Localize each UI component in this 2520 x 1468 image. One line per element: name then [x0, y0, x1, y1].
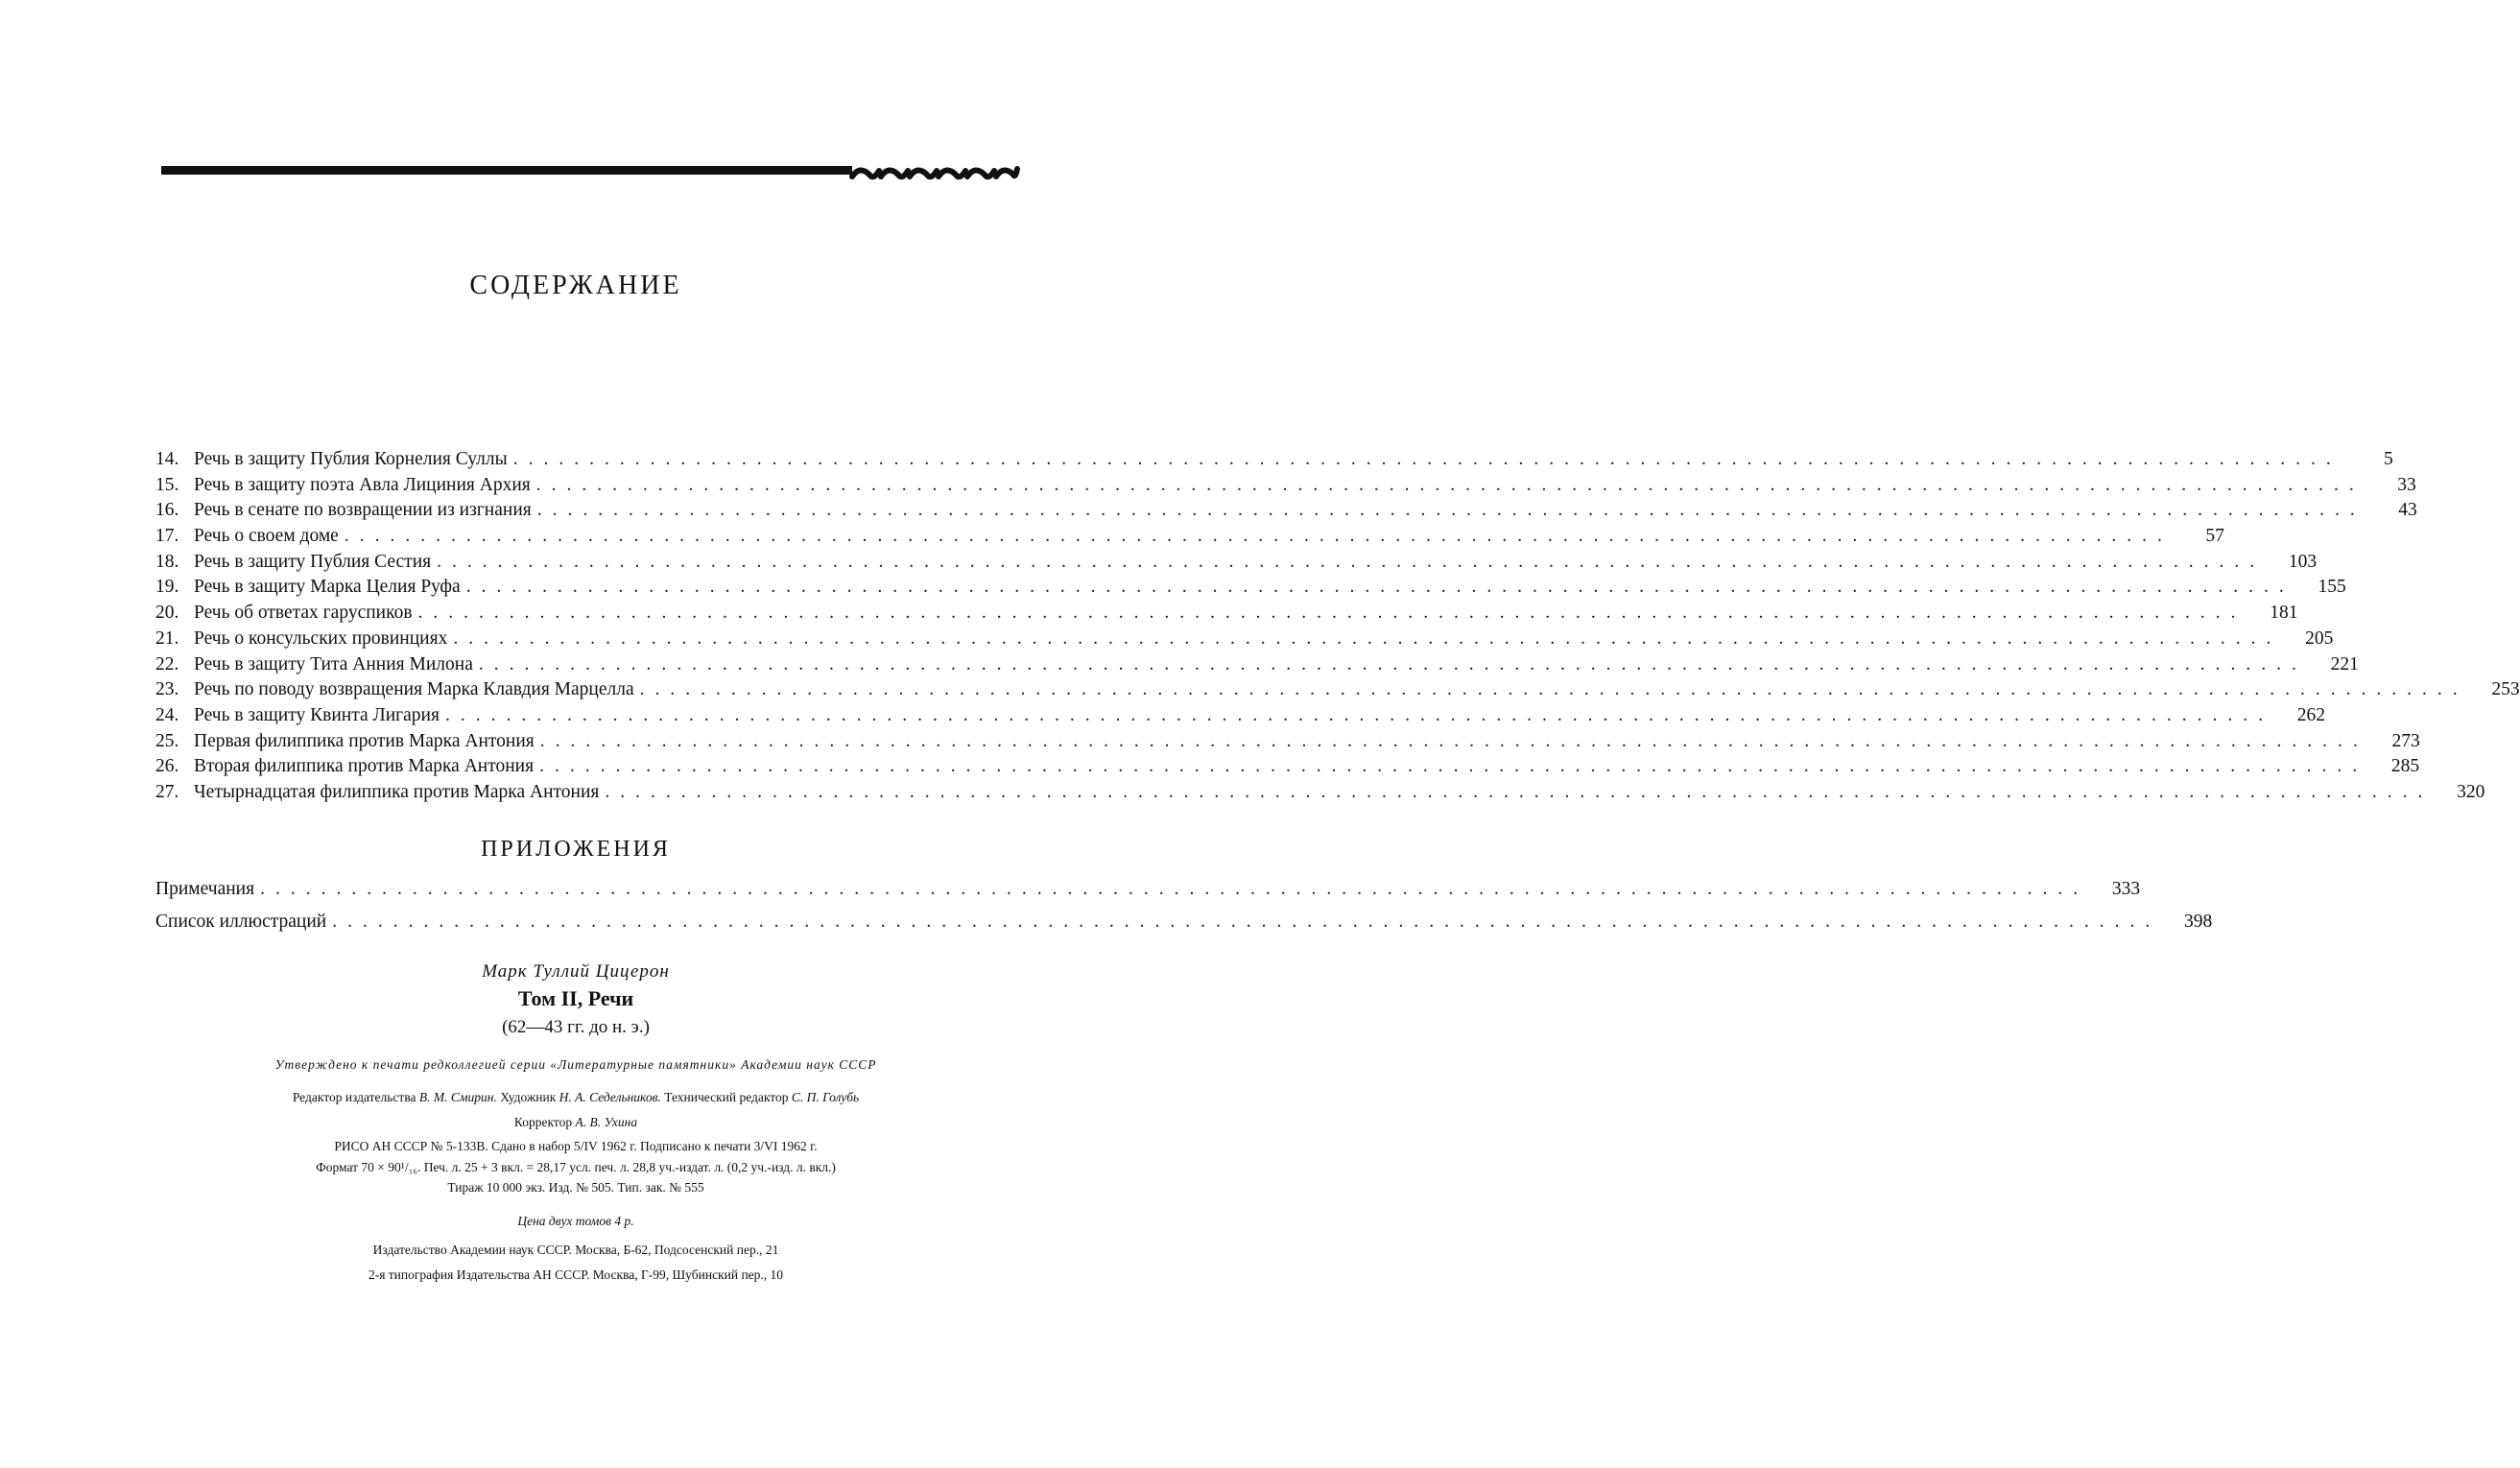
entry-title: Вторая филиппика против Марка Антония: [194, 756, 535, 777]
entry-number: 16.: [155, 500, 179, 521]
entry-page: 273: [2391, 730, 2420, 751]
toc-entry: [155, 627, 2334, 652]
entry-number: 18.: [155, 551, 179, 572]
dot-leader: ........................................................................................................................: [453, 627, 2282, 649]
entry-title: Речь в сенате по возвращении из изгнания: [194, 500, 532, 521]
corrector-line: [0, 1115, 1152, 1130]
entry-number: 24.: [155, 704, 179, 725]
entry-page: 33: [2397, 474, 2416, 495]
entry-number: 25.: [155, 730, 179, 751]
tech-editor-name: С. П. Голубь: [791, 1090, 860, 1104]
entry-page: 320: [2457, 781, 2485, 802]
toc-entry: [155, 652, 2359, 678]
entry-title: Речь о консульских провинциях: [194, 627, 448, 649]
entry-page: 262: [2296, 704, 2325, 725]
dot-leader: ........................................................................................................................: [444, 704, 2273, 725]
toc-entry: [155, 906, 2213, 938]
entry-title: Примечания: [155, 879, 255, 899]
circulation-line: Тираж 10 000 экз. Изд. № 505. Тип. зак. № 555: [447, 1180, 704, 1195]
entry-page: 221: [2330, 653, 2359, 675]
dot-leader: ........................................................................................................................: [539, 730, 2368, 751]
tech-editor-label: Технический редактор: [664, 1090, 789, 1104]
editor-name: В. М. Смирин.: [418, 1090, 497, 1104]
printer-line: 2-я типография Издательства АН СССР. Москва, Г-99, Шубинский пер., 10: [368, 1267, 784, 1282]
entry-title: Список иллюстраций: [155, 912, 327, 932]
toc-entry: [155, 677, 2520, 703]
dot-leader: ........................................................................................................................: [536, 500, 2365, 521]
dot-leader: ........................................................................................................................: [344, 526, 2173, 547]
entry-title: Речь в защиту Публия Сестия: [194, 551, 432, 572]
toc-entry: [155, 524, 2224, 550]
author-name: Марк Туллий Цицерон: [482, 961, 670, 982]
entry-number: 14.: [155, 449, 179, 469]
entry-title: Речь по поводу возвращения Марка Клавдия Марцелла: [194, 679, 634, 700]
appendix-list: [155, 873, 2213, 938]
dot-leader: ........................................................................................................................: [417, 603, 2247, 624]
approval-note: Утверждено к печати редколлегией серии «Литературные памятники» Академии наук СССР: [274, 1057, 877, 1072]
publisher-line: Издательство Академии наук СССР. Москва, Б-62, Подсосенский пер., 21: [372, 1243, 779, 1257]
toc-entry: [155, 601, 2298, 627]
entry-number: 23.: [155, 679, 179, 700]
contents-list: [155, 447, 2520, 806]
dot-leader: ........................................................................................................................: [512, 449, 2342, 469]
entry-title: Четырнадцатая филиппика против Марка Антония: [194, 781, 600, 802]
riso-line: РИСО АН СССР № 5-133В. Сдано в набор 5/IV 1962 г. Подписано к печати 3/VI 1962 г.: [334, 1139, 818, 1153]
toc-entry: [155, 873, 2141, 906]
format-line: Формат 70 × 90¹/₁₆. Печ. л. 25 + 3 вкл. = 28,17 усл. печ. л. 28,8 уч.-издат. л. (0,2 уч.-изд. л. вкл.): [316, 1160, 836, 1174]
entry-page: 205: [2305, 627, 2334, 649]
dot-leader: ........................................................................................................................: [465, 577, 2294, 598]
dot-leader: ........................................................................................................................: [437, 551, 2266, 572]
entry-number: 15.: [155, 474, 179, 495]
editor-label: Редактор издательства: [292, 1090, 416, 1104]
entry-page: 57: [2205, 526, 2224, 547]
toc-entry: [155, 729, 2420, 755]
entry-page: 43: [2398, 500, 2417, 521]
artist-name: Н. А. Седельников.: [559, 1090, 661, 1104]
appendix-title: ПРИЛОЖЕНИЯ: [481, 837, 671, 862]
entry-title: Речь о своем доме: [194, 526, 339, 547]
dot-leader: ........................................................................................................................: [478, 653, 2307, 675]
entry-number: 26.: [155, 756, 179, 777]
entry-title: Речь в защиту поэта Авла Лициния Архия: [194, 474, 531, 495]
entry-page: 181: [2270, 603, 2298, 624]
dot-leader: ........................................................................................................................: [260, 879, 2089, 899]
entry-number: 21.: [155, 627, 179, 649]
entry-page: 103: [2288, 551, 2318, 572]
wave-scroll-ornament-icon: [848, 159, 1019, 190]
entry-number: 17.: [155, 526, 179, 547]
dot-leader: ........................................................................................................................: [539, 756, 2368, 777]
toc-entry: [155, 703, 2325, 729]
toc-entry: [155, 575, 2346, 601]
entry-number: 22.: [155, 653, 179, 675]
toc-entry: [155, 473, 2416, 499]
entry-number: 27.: [155, 781, 179, 802]
entry-title: Первая филиппика против Марка Антония: [194, 730, 535, 751]
volume-years: (62—43 гг. до н. э.): [502, 1017, 650, 1037]
entry-page: 333: [2111, 879, 2141, 899]
entry-page: 253: [2491, 679, 2520, 700]
entry-title: Речь в защиту Марка Целия Руфа: [194, 577, 461, 598]
dot-leader: ........................................................................................................................: [639, 679, 2468, 700]
toc-entry: [155, 780, 2485, 806]
entry-title: Речь об ответах гаруспиков: [194, 603, 413, 624]
dot-leader: ........................................................................................................................: [605, 781, 2434, 802]
entry-page: 155: [2318, 577, 2346, 598]
toc-entry: [155, 447, 2393, 473]
header-rule: [161, 166, 852, 175]
page-title: СОДЕРЖАНИЕ: [469, 271, 682, 300]
editors-line: [0, 1090, 1152, 1105]
price-line: Цена двух томов 4 р.: [517, 1214, 634, 1228]
entry-page: 285: [2390, 756, 2420, 777]
corrector-name: А. В. Ухина: [575, 1115, 638, 1129]
toc-entry: [155, 754, 2420, 780]
volume-title: Том II, Речи: [517, 986, 634, 1010]
artist-label: Художник: [500, 1090, 557, 1104]
entry-page: 5: [2384, 449, 2393, 469]
entry-title: Речь в защиту Квинта Лигария: [194, 704, 440, 725]
dot-leader: ........................................................................................................................: [535, 474, 2365, 495]
entry-title: Речь в защиту Тита Анния Милона: [194, 653, 473, 675]
entry-page: 398: [2183, 912, 2213, 932]
corrector-label: Корректор: [513, 1115, 573, 1129]
dot-leader: ........................................................................................................................: [332, 912, 2161, 932]
entry-title: Речь в защиту Публия Корнелия Суллы: [194, 449, 508, 469]
entry-number: 20.: [155, 603, 179, 624]
toc-entry: [155, 550, 2318, 576]
toc-entry: [155, 498, 2417, 524]
entry-number: 19.: [155, 577, 179, 598]
